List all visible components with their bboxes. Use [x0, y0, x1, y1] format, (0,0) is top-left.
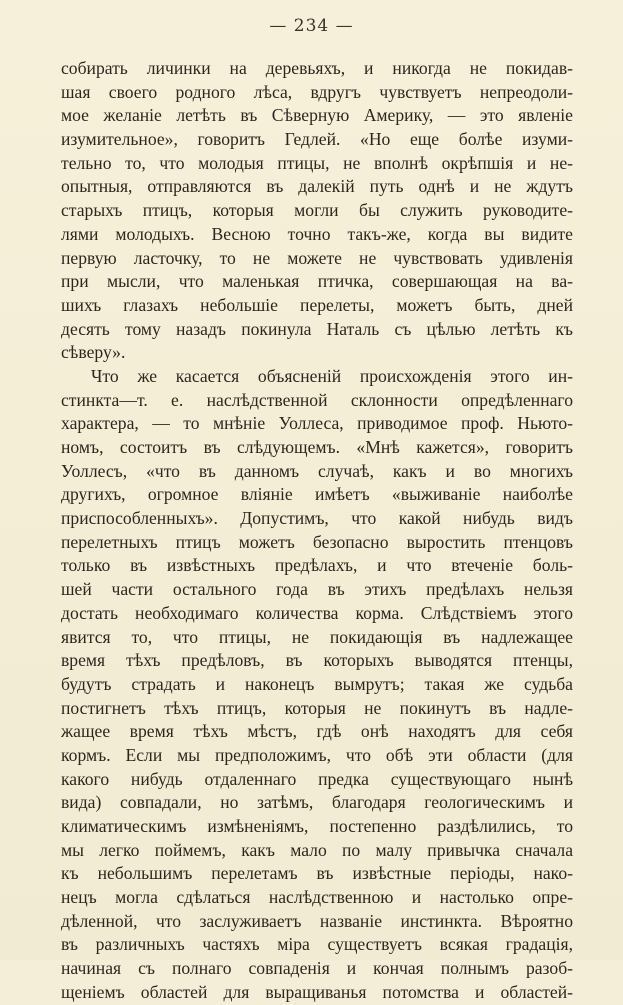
text-line: Что же касается объясненій происхожденія этого ин- [91, 365, 573, 386]
text-line: приспособленныхъ». Допустимъ, что какой нибудь видъ [61, 508, 573, 529]
text-line: явится то, что птицы, не покидающія въ надлежащее [61, 626, 573, 647]
text-line: нецъ могла сдѣлаться наслѣдственною и настолько опре- [61, 887, 573, 908]
text-line: тельно то, что молодыя птицы, не вполнѣ окрѣпшія и не- [61, 152, 573, 173]
text-line: достать необходимаго количества корма. Слѣдствіемъ этого [61, 602, 573, 623]
text-line: къ небольшимъ перелетамъ въ извѣстные періоды, нако- [61, 863, 573, 884]
text-line: номъ, состоитъ въ слѣдующемъ. «Мнѣ кажется», говоритъ [61, 437, 573, 457]
text-line: собирать личинки на деревьяхъ, и никогда не покидав- [61, 58, 573, 78]
text-line: другихъ, огромное вліяніе имѣетъ «выживаніе наиболѣе [61, 484, 573, 505]
text-line: изумительное», говоритъ Гедлей. «Но еще болѣе изуми- [61, 129, 573, 150]
text-line: старыхъ птицъ, которыя могли бы служить руководите- [61, 200, 573, 221]
page-number: — 234 — [269, 16, 354, 36]
text-line: время тѣхъ предѣловъ, въ которыхъ выводятся птенцы, [61, 650, 573, 671]
text-line: шей части остального года въ этихъ предѣлахъ нельзя [61, 579, 573, 600]
text-line: шихъ глазахъ небольшіе перелеты, можетъ быть, дней [61, 294, 573, 315]
text-line: шая своего родного лѣса, вдругъ чувствуетъ непреодоли- [61, 81, 573, 102]
text-line: опытныя, отправляются въ далекій путь однѣ и не ждутъ [61, 176, 573, 197]
text-line: щеніемъ областей для выращиванья потомства и областей- [61, 981, 573, 1002]
text-line: какого нибудь отдаленнаго предка существующаго нынѣ [61, 768, 573, 789]
text-line: мое желаніе летѣть въ Сѣверную Америку, — это явленіе [61, 105, 573, 126]
text-line: характера, — то мнѣніе Уоллеса, приводимое проф. Ньюто- [61, 413, 573, 434]
text-line: жащее время тѣхъ мѣстъ, гдѣ онѣ находятъ для себя [61, 721, 573, 742]
text-line: десять тому назадъ покинула Наталь съ цѣлью летѣть къ [61, 318, 573, 339]
text-line: климатическимъ измѣненіямъ, постепенно раздѣлились, то [61, 816, 573, 836]
text-line: будутъ страдать и наконецъ вымрутъ; такая же судьба [61, 673, 573, 694]
text-line: въ различныхъ частяхъ міра существуетъ всякая градація, [61, 934, 573, 955]
text-line: постигнетъ тѣхъ птицъ, которыя не покинутъ въ надле- [61, 697, 573, 718]
text-line: первую ласточку, то не можете не чувствовать удивленія [61, 247, 573, 268]
text-line: вида) совпадали, но затѣмъ, благодаря геологическимъ и [61, 792, 573, 813]
text-line: сѣверу». [61, 342, 126, 363]
text-line: при мысли, что маленькая птичка, совершающая на ва- [61, 271, 573, 292]
text-line: Уоллесъ, «что въ данномъ случаѣ, какъ и во многихъ [61, 460, 573, 481]
text-line: начиная съ полнаго совпаденія и кончая полнымъ разоб- [61, 958, 573, 979]
text-line: дѣленной, что заслуживаетъ названіе инстинкта. Вѣроятно [61, 910, 573, 931]
text-line: стинкта—т. е. наслѣдственной склонности опредѣленнаго [61, 389, 573, 410]
text-line: перелетныхъ птицъ можетъ безопасно выростить птенцовъ [61, 531, 573, 552]
body-text [61, 57, 573, 1005]
text-line: только въ извѣстныхъ предѣлахъ, и что втеченіе боль- [61, 555, 573, 576]
text-line: кормъ. Если мы предположимъ, что обѣ эти области (для [61, 744, 573, 765]
text-line: мы легко поймемъ, какъ мало по малу привычка сначала [61, 839, 573, 860]
text-line: лями молодыхъ. Весною точно такъ-же, когда вы видите [61, 223, 573, 244]
